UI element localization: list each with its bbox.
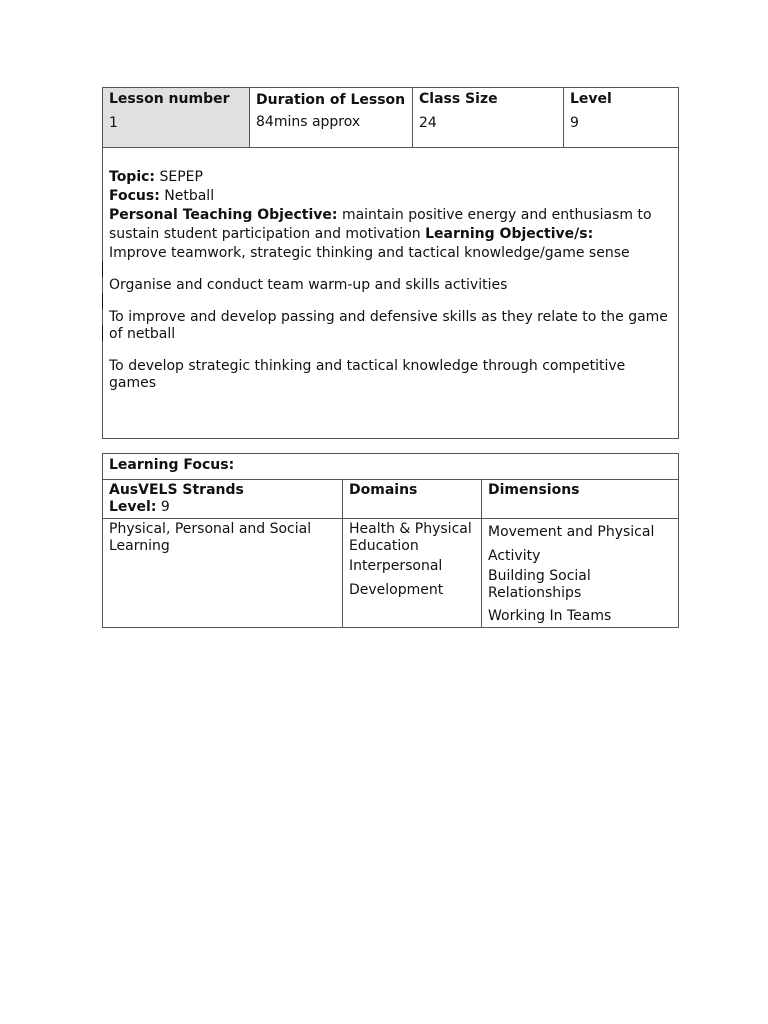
lesson-number-label: Lesson number xyxy=(109,91,230,107)
learning-objective-item: To improve and develop passing and defensive skills as they relate to the game of netball xyxy=(109,309,672,343)
class-size-value: 24 xyxy=(419,115,437,131)
lesson-number-cell xyxy=(103,88,250,148)
lesson-header-row xyxy=(103,88,679,148)
lesson-details-table xyxy=(102,87,679,439)
lesson-number-value: 1 xyxy=(109,115,118,131)
domain-item: Interpersonal Development xyxy=(349,558,444,598)
level-cell xyxy=(564,88,679,148)
focus-label: Focus: xyxy=(109,188,160,204)
learning-objectives-label: Learning Objective/s: xyxy=(425,226,594,242)
dimensions-cell xyxy=(482,519,679,628)
teaching-objective-paragraph xyxy=(109,206,672,244)
strands-header: AusVELS Strands xyxy=(109,482,244,498)
focus-line xyxy=(109,187,672,206)
teaching-objective-text: maintain positive energy and enthusiasm to sustain student participation and motivation xyxy=(109,207,652,242)
domains-cell xyxy=(343,519,482,628)
change-bar xyxy=(102,293,103,309)
focus-value: Netball xyxy=(164,188,215,204)
dimensions-header: Dimensions xyxy=(482,480,679,519)
level-value: 9 xyxy=(570,115,579,131)
topic-value: SEPEP xyxy=(159,169,203,185)
domain-item: Health & Physical Education xyxy=(349,521,472,554)
topic-line xyxy=(109,168,672,187)
dimension-item: Building Social Relationships xyxy=(488,568,591,601)
change-bar xyxy=(102,325,103,341)
duration-label: Duration of Lesson xyxy=(256,92,406,108)
objectives-row xyxy=(103,148,679,439)
learning-focus-header-row xyxy=(103,480,679,519)
teaching-objective-label: Personal Teaching Objective: xyxy=(109,207,338,223)
level-label: Level xyxy=(570,91,612,107)
strands-header-cell xyxy=(103,480,343,519)
learning-focus-title-row xyxy=(103,454,679,480)
strands-level-line xyxy=(109,499,336,516)
topic-label: Topic: xyxy=(109,169,156,185)
duration-value: 84mins approx xyxy=(256,114,361,130)
learning-focus-body-row xyxy=(103,519,679,628)
learning-focus-title: Learning Focus: xyxy=(103,454,679,480)
strands-level-value: 9 xyxy=(160,499,170,515)
strand-cell: Physical, Personal and Social Learning xyxy=(103,519,343,628)
class-size-label: Class Size xyxy=(419,91,498,107)
duration-cell xyxy=(250,88,413,148)
learning-objective-item: To develop strategic thinking and tactical knowledge through competitive games xyxy=(109,358,626,391)
strands-level-label: Level: xyxy=(109,499,157,515)
dimension-item: Movement and Physical Activity xyxy=(488,524,655,564)
learning-focus-table xyxy=(102,453,679,628)
class-size-cell xyxy=(413,88,564,148)
domains-header: Domains xyxy=(343,480,482,519)
objectives-cell xyxy=(103,148,679,439)
change-bar xyxy=(102,261,103,277)
learning-objective-item: Organise and conduct team warm-up and skills activities xyxy=(109,277,672,294)
dimension-item: Working In Teams xyxy=(488,608,612,624)
learning-objective-item: Improve teamwork, strategic thinking and tactical knowledge/game sense xyxy=(109,245,672,262)
